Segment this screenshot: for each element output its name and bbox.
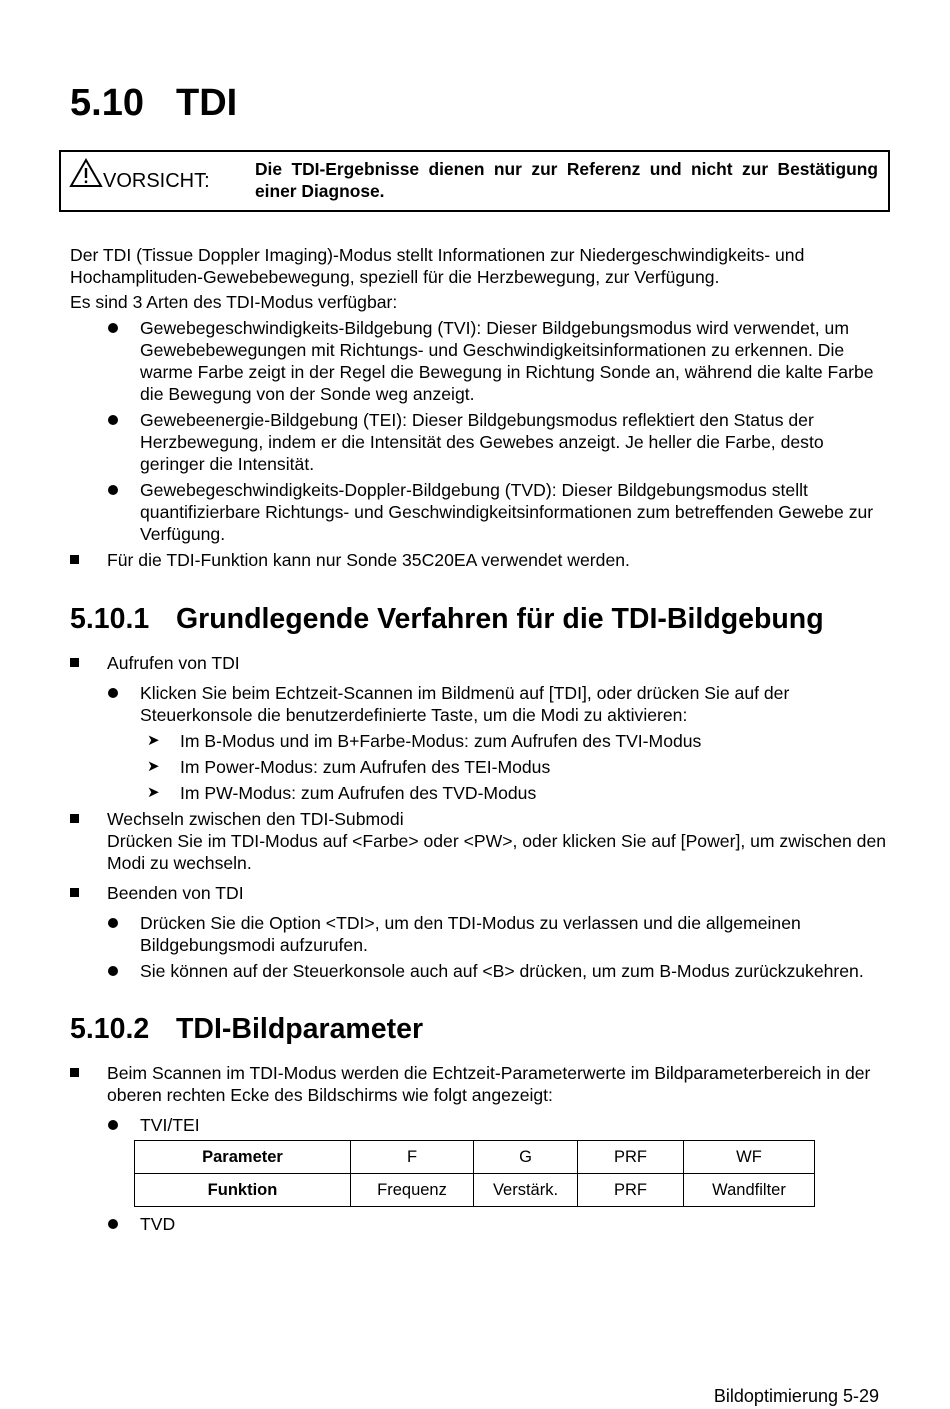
bullet-square [70, 1068, 79, 1077]
caution-box [59, 150, 890, 212]
subsection-heading-2 [70, 1013, 890, 1045]
bullet-square [70, 888, 79, 897]
bullet-dot [108, 1219, 118, 1229]
list-item [70, 1213, 890, 1235]
arrow-bullet-icon: ➤ [147, 784, 160, 801]
list-item [70, 960, 890, 982]
table-cell: Funktion [135, 1174, 351, 1207]
arrow-bullet-icon: ➤ [147, 758, 160, 775]
list-item [70, 652, 890, 674]
bullet-dot [108, 323, 118, 333]
exit-step-2: Sie können auf der Steuerkonsole auch auf <B> drücken, um zum B-Modus zurückzukehren. [140, 961, 864, 981]
bullet-square [70, 555, 79, 564]
subsection-number: 5.10.1 [70, 603, 150, 635]
list-item [70, 912, 890, 956]
table-cell: Wandfilter [684, 1174, 815, 1207]
list-item [70, 808, 890, 830]
table-cell: PRF [578, 1141, 684, 1174]
list-item [70, 882, 890, 904]
warning-triangle-icon [69, 158, 103, 188]
exit-tdi-title: Beenden von TDI [107, 883, 244, 903]
bullet-dot [108, 415, 118, 425]
subsection-title: TDI-Bildparameter [176, 1013, 424, 1045]
arrow-bullet-icon: ➤ [147, 732, 160, 749]
enter-mode-tvd: Im PW-Modus: zum Aufrufen des TVD-Modus [180, 783, 537, 803]
intro-paragraph: Der TDI (Tissue Doppler Imaging)-Modus stellt Informationen zur Niedergeschwindigkeits- und Hochamplituden-Gewebebewegung, speziell für die Herzbewegung, zur Verfügung. [70, 245, 805, 287]
tvi-tei-label: TVI/TEI [140, 1115, 200, 1135]
subsection-title: Grundlegende Verfahren für die TDI-Bildgebung [176, 603, 824, 635]
table-cell: WF [684, 1141, 815, 1174]
section-number: 5.10 [70, 82, 144, 124]
intro-modes-lead: Es sind 3 Arten des TDI-Modus verfügbar: [70, 292, 398, 312]
table-cell: F [351, 1141, 474, 1174]
table-row [135, 1174, 815, 1207]
table-row [135, 1141, 815, 1174]
bullet-square [70, 658, 79, 667]
list-item [70, 730, 890, 752]
caution-label-group [69, 158, 210, 192]
list-item [70, 479, 890, 545]
list-item [70, 317, 890, 405]
subsection-number: 5.10.2 [70, 1013, 150, 1045]
mode-tei-text: Gewebeenergie-Bildgebung (TEI): Dieser Bildgebungsmodus reflektiert den Status der Herzbewegung, indem er die Intensität des Gewebes anzeigt. Je heller die Farbe, desto geringer die Intensität. [140, 410, 824, 474]
table-cell: Parameter [135, 1141, 351, 1174]
table-cell: Verstärk. [474, 1174, 578, 1207]
mode-tvi-text: Gewebegeschwindigkeits-Bildgebung (TVI): Dieser Bildgebungsmodus wird verwendet, um Gewebebewegungen mit Richtungs- und Geschwindigkeitsinformationen zu erkennen. Die warme Farbe zeigt in der Regel die Bewegung in Richtung Sonde an, während die kalte Farbe die Bewegung von der Sonde weg anzeigt. [140, 318, 874, 404]
table-cell: Frequenz [351, 1174, 474, 1207]
bullet-dot [108, 485, 118, 495]
page-footer: Bildoptimierung 5-29 [713, 1386, 879, 1406]
tvd-label: TVD [140, 1214, 176, 1234]
probe-note: Für die TDI-Funktion kann nur Sonde 35C20EA verwendet werden. [107, 550, 630, 570]
bullet-dot [108, 1120, 118, 1130]
list-item [70, 756, 890, 778]
bullet-square [70, 814, 79, 823]
subsection-heading-1 [70, 603, 890, 635]
switch-tdi-title: Wechseln zwischen den TDI-Submodi [107, 809, 404, 829]
mode-tvd-text: Gewebegeschwindigkeits-Doppler-Bildgebung (TVD): Dieser Bildgebungsmodus stellt quantifizierbare Richtungs- und Geschwindigkeitsinformationen zum betreffenden Gewebe zur Verfügung. [140, 480, 874, 544]
section-title: TDI [176, 82, 238, 124]
list-item [70, 1114, 890, 1136]
enter-mode-tei: Im Power-Modus: zum Aufrufen des TEI-Modus [180, 757, 551, 777]
list-item [70, 549, 890, 571]
table-cell: G [474, 1141, 578, 1174]
list-item [70, 782, 890, 804]
list-item [70, 682, 890, 726]
section-heading [70, 82, 237, 125]
bullet-dot [108, 918, 118, 928]
caution-label: VORSICHT: [103, 170, 210, 192]
parameter-table [134, 1140, 815, 1207]
exit-step-1: Drücken Sie die Option <TDI>, um den TDI-Modus zu verlassen und die allgemeinen Bildgebungsmodi aufzurufen. [140, 913, 801, 955]
enter-mode-tvi: Im B-Modus und im B+Farbe-Modus: zum Aufrufen des TVI-Modus [180, 731, 702, 751]
list-item [70, 409, 890, 475]
bullet-dot [108, 688, 118, 698]
enter-tdi-title: Aufrufen von TDI [107, 653, 240, 673]
bullet-dot [108, 966, 118, 976]
params-intro: Beim Scannen im TDI-Modus werden die Echtzeit-Parameterwerte im Bildparameterbereich in der oberen rechten Ecke des Bildschirms wie folgt angezeigt: [107, 1063, 871, 1105]
table-cell: PRF [578, 1174, 684, 1207]
list-item [70, 1062, 890, 1106]
caution-text: Die TDI-Ergebnisse dienen nur zur Referenz und nicht zur Bestätigung einer Diagnose. [255, 159, 878, 201]
content-flow [70, 244, 890, 1235]
switch-tdi-text: Drücken Sie im TDI-Modus auf <Farbe> oder <PW>, oder klicken Sie auf [Power], um zwischen den Modi zu wechseln. [107, 831, 887, 873]
enter-tdi-step: Klicken Sie beim Echtzeit-Scannen im Bildmenü auf [TDI], oder drücken Sie auf der Steuerkonsole die benutzerdefinierte Taste, um die Modi zu aktivieren: [140, 683, 790, 725]
